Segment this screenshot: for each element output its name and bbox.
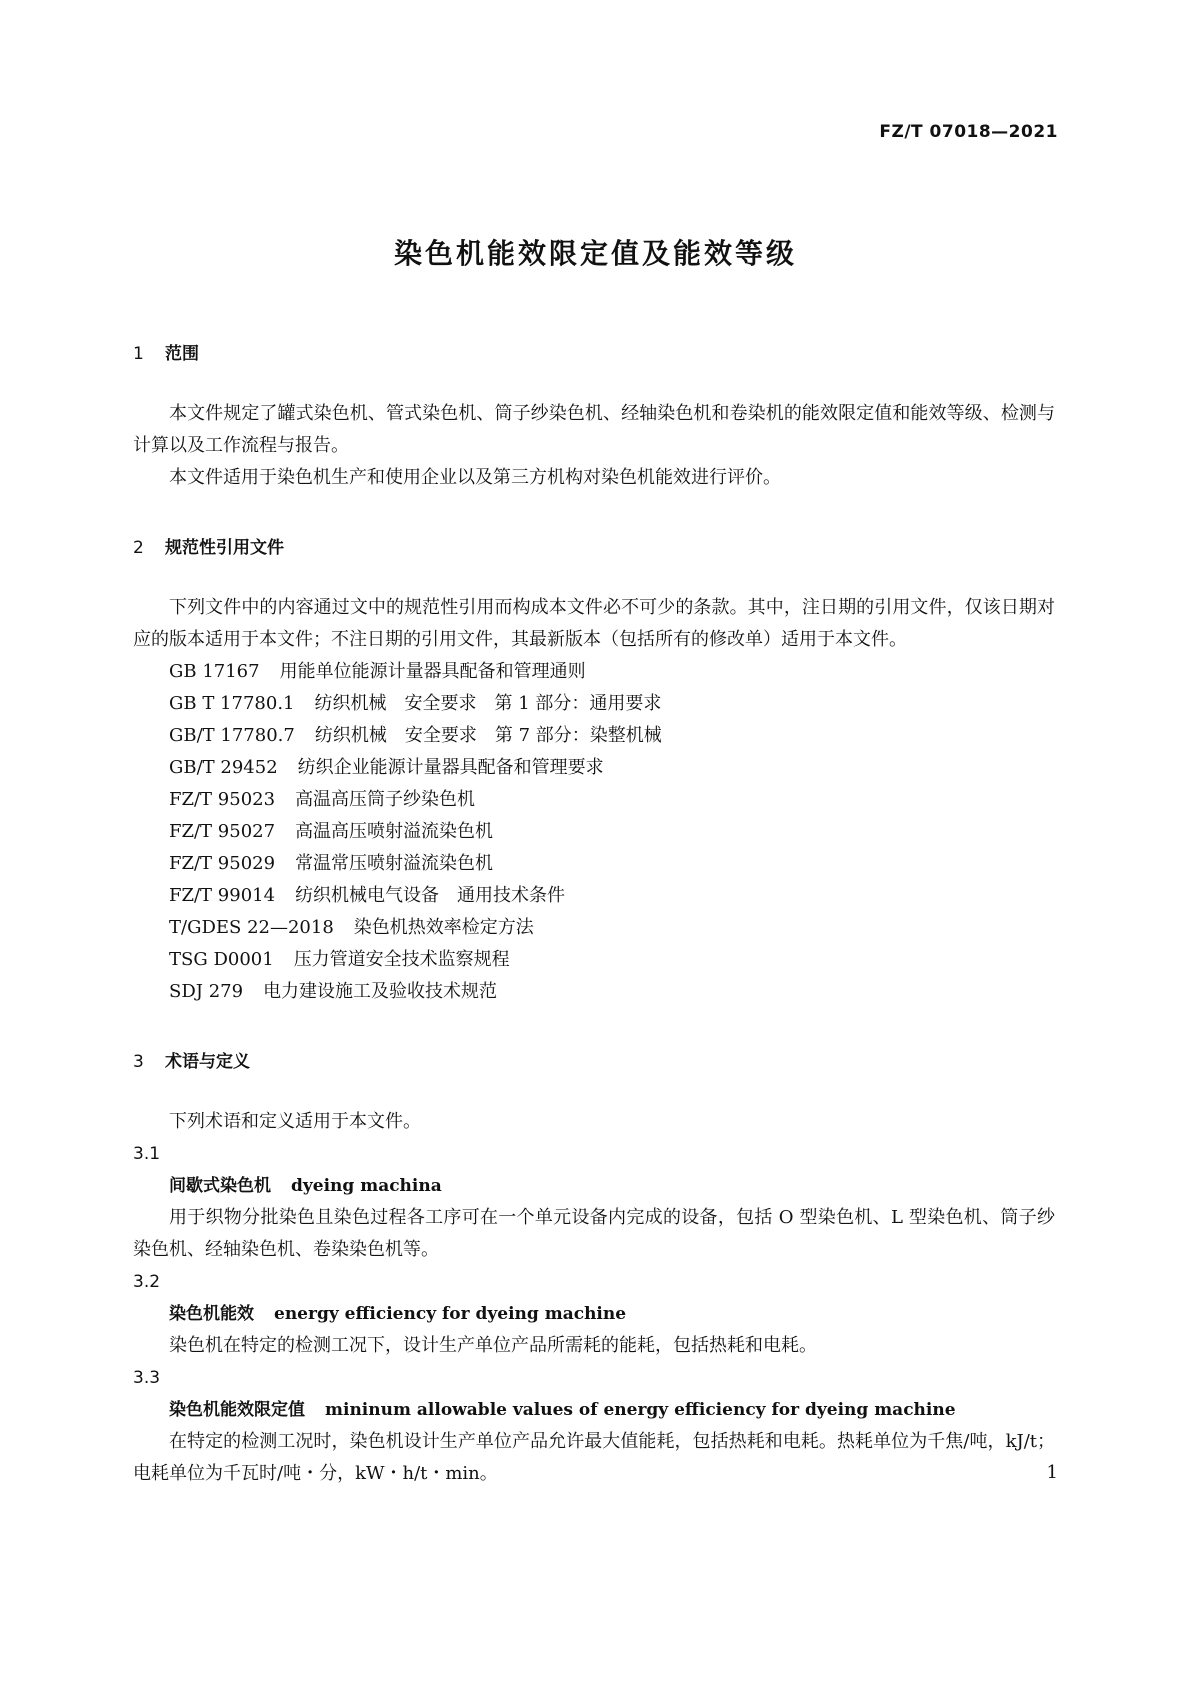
paragraph: 本文件规定了罐式染色机、管式染色机、筒子纱染色机、经轴染色机和卷染机的能效限定值和能效等级、检测与计算以及工作流程与报告。 [133, 403, 1055, 456]
reference-code: FZ/T 99014 [169, 885, 276, 906]
term-name-zh: 间歇式染色机 [169, 1176, 271, 1196]
section-number: 2 [133, 538, 144, 558]
reference-item [133, 912, 1055, 944]
reference-title: 纺织机械 安全要求 第 7 部分：染整机械 [314, 725, 662, 746]
reference-title: 压力管道安全技术监察规程 [293, 949, 510, 970]
page-number: 1 [1046, 1462, 1058, 1483]
section-3-heading [133, 1048, 1055, 1076]
reference-title: 高温高压筒子纱染色机 [295, 789, 476, 810]
term-name [133, 1298, 1055, 1330]
reference-code: TSG D0001 [169, 949, 274, 970]
document-body [133, 340, 1055, 1490]
section-2-heading [133, 534, 1055, 562]
reference-item [133, 944, 1055, 976]
reference-item [133, 688, 1055, 720]
reference-code: FZ/T 95029 [169, 853, 276, 874]
term-name-en: dyeing machina [291, 1176, 442, 1196]
reference-title: 用能单位能源计量器具配备和管理通则 [279, 661, 586, 682]
reference-code: GB/T 17780.7 [169, 725, 295, 746]
reference-item [133, 976, 1055, 1008]
reference-code: GB/T 29452 [169, 757, 278, 778]
section-title: 术语与定义 [165, 1052, 250, 1072]
reference-code: T/GDES 22—2018 [169, 917, 334, 938]
term-definition: 在特定的检测工况时，染色机设计生产单位产品允许最大值能耗，包括热耗和电耗。热耗单位为千焦/吨，kJ/t；电耗单位为千瓦时/吨・分，kW・h/t・min。 [133, 1431, 1055, 1484]
reference-title: 染色机热效率检定方法 [353, 917, 534, 938]
term-definition: 用于织物分批染色且染色过程各工序可在一个单元设备内完成的设备，包括 O 型染色机、L 型染色机、筒子纱染色机、经轴染色机、卷染染色机等。 [133, 1207, 1055, 1260]
term-number: 3.2 [133, 1272, 161, 1292]
section-number: 1 [133, 344, 144, 364]
paragraph: 下列术语和定义适用于本文件。 [169, 1111, 421, 1132]
reference-code: GB 17167 [169, 661, 260, 682]
paragraph: 下列文件中的内容通过文中的规范性引用而构成本文件必不可少的条款。其中，注日期的引用文件，仅该日期对应的版本适用于本文件；不注日期的引用文件，其最新版本（包括所有的修改单）适用于本文件。 [133, 597, 1055, 650]
term-name [133, 1394, 1055, 1426]
reference-item [133, 752, 1055, 784]
reference-title: 常温常压喷射溢流染色机 [295, 853, 494, 874]
section-number: 3 [133, 1052, 144, 1072]
reference-title: 纺织机械 安全要求 第 1 部分：通用要求 [314, 693, 662, 714]
reference-item [133, 720, 1055, 752]
term-definition: 染色机在特定的检测工况下，设计生产单位产品所需耗的能耗，包括热耗和电耗。 [169, 1335, 817, 1356]
reference-item [133, 656, 1055, 688]
term-name [133, 1170, 1055, 1202]
reference-item [133, 784, 1055, 816]
term-number: 3.3 [133, 1368, 161, 1388]
reference-code: GB T 17780.1 [169, 693, 295, 714]
term-number: 3.1 [133, 1144, 161, 1164]
section-title: 规范性引用文件 [165, 538, 284, 558]
paragraph: 本文件适用于染色机生产和使用企业以及第三方机构对染色机能效进行评价。 [169, 467, 781, 488]
reference-item [133, 880, 1055, 912]
standard-number: FZ/T 07018—2021 [879, 122, 1058, 142]
reference-title: 纺织机械电气设备 通用技术条件 [295, 885, 566, 906]
reference-title: 电力建设施工及验收技术规范 [263, 981, 498, 1002]
document-title: 染色机能效限定值及能效等级 [393, 237, 797, 270]
term-name-zh: 染色机能效限定值 [169, 1400, 305, 1420]
reference-code: FZ/T 95027 [169, 821, 276, 842]
term-name-en: mininum allowable values of energy efficiency for dyeing machine [325, 1400, 956, 1420]
term-name-zh: 染色机能效 [169, 1304, 254, 1324]
section-title: 范围 [165, 344, 199, 364]
term-name-en: energy efficiency for dyeing machine [274, 1304, 627, 1324]
reference-code: FZ/T 95023 [169, 789, 276, 810]
reference-code: SDJ 279 [169, 981, 244, 1002]
reference-item [133, 848, 1055, 880]
reference-title: 纺织企业能源计量器具配备和管理要求 [297, 757, 604, 778]
reference-title: 高温高压喷射溢流染色机 [295, 821, 494, 842]
section-1-heading [133, 340, 1055, 368]
reference-item [133, 816, 1055, 848]
